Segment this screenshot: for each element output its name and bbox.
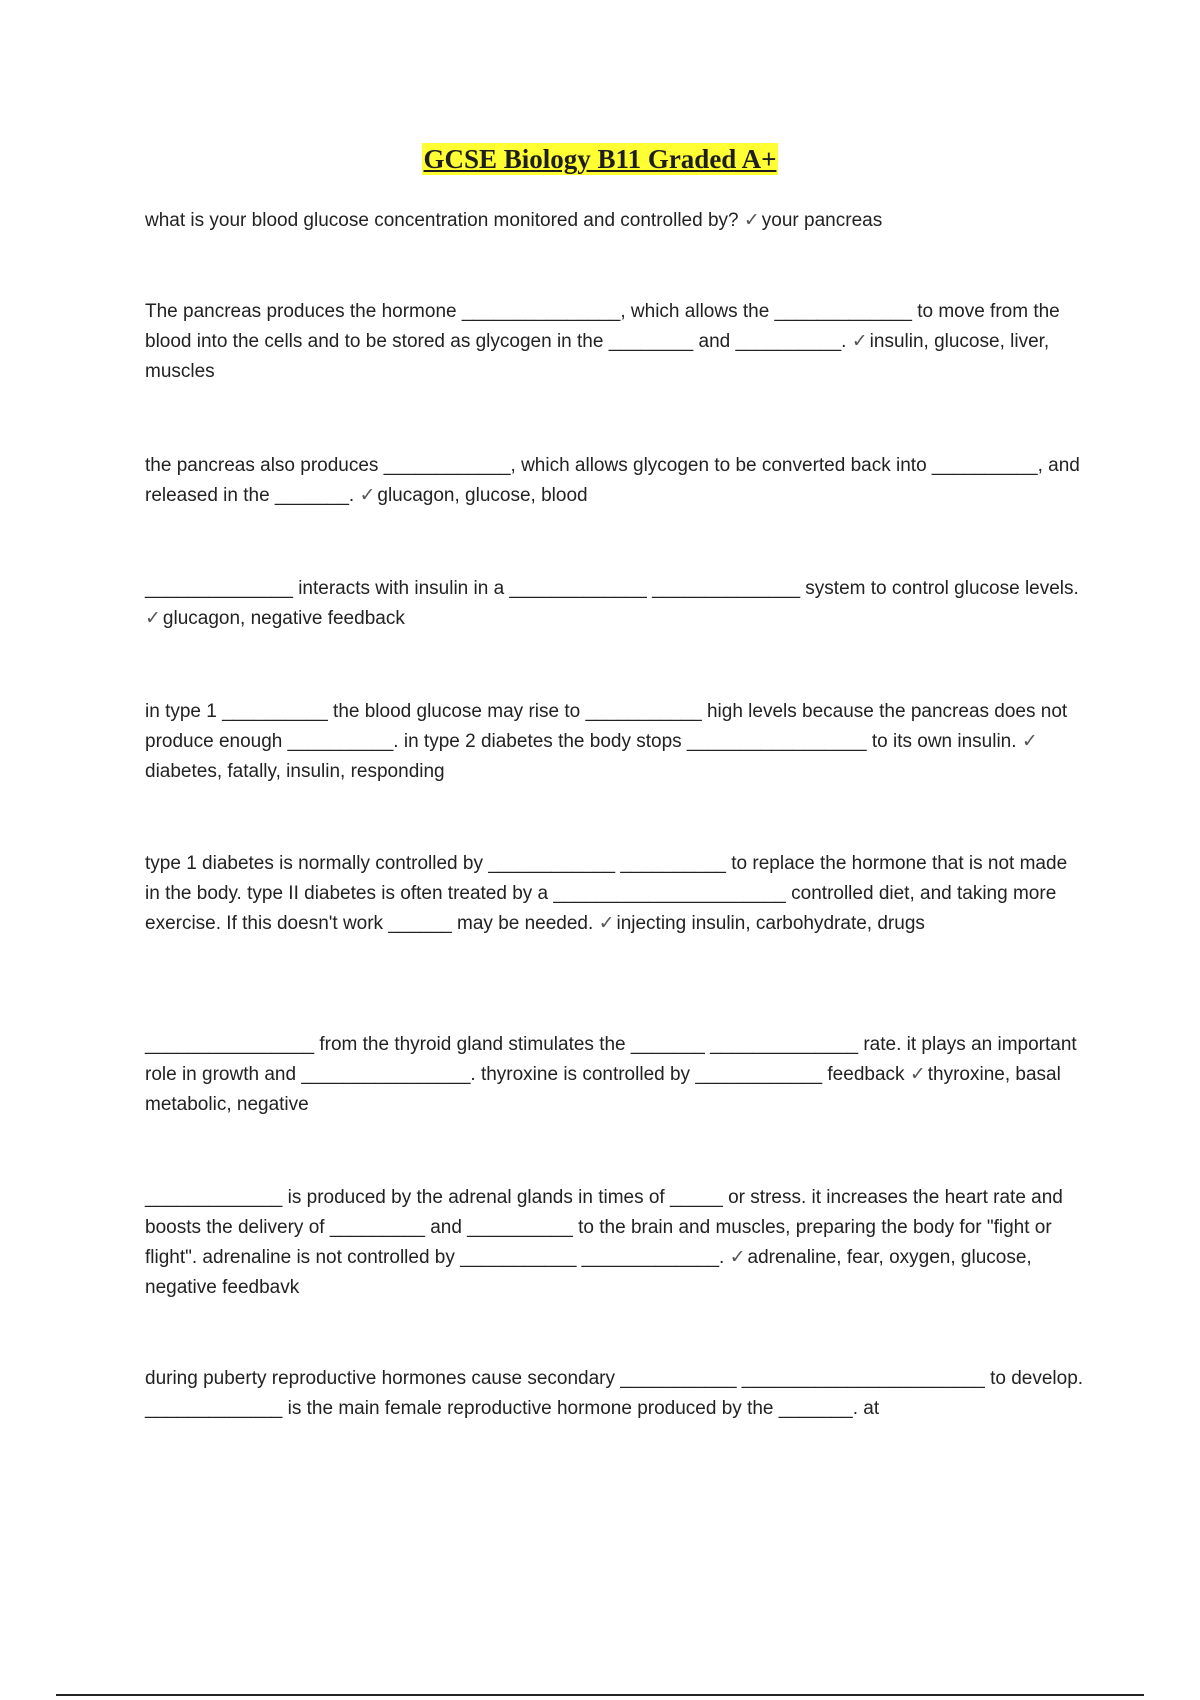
question-2 bbox=[145, 297, 1085, 387]
question-text: type 1 diabetes is normally controlled by ____________ __________ to replace the hormone that is not made in the body. type II diabetes is often treated by a ______________________ controlled diet, and taking more exercise. If this doesn't work ______ may be needed. bbox=[145, 853, 1068, 934]
answer-text: injecting insulin, carbohydrate, drugs bbox=[616, 913, 925, 934]
answer-text: diabetes, fatally, insulin, responding bbox=[145, 761, 445, 782]
question-text: the pancreas also produces ____________, which allows glycogen to be converted back into __________, and released in the _______. bbox=[145, 455, 1080, 506]
question-4 bbox=[145, 574, 1085, 634]
question-text: _____________ is produced by the adrenal glands in times of _____ or stress. it increases the heart rate and boosts the delivery of _________ and __________ to the brain and muscles, preparing the body for "fight or flight". adrenaline is not controlled by ___________ _____________. bbox=[145, 1187, 1063, 1268]
question-text: The pancreas produces the hormone _______________, which allows the _____________ to move from the blood into the cells and to be stored as glycogen in the ________ and __________. bbox=[145, 301, 1060, 352]
question-3 bbox=[145, 451, 1085, 511]
question-text: in type 1 __________ the blood glucose may rise to ___________ high levels because the pancreas does not produce enough __________. in type 2 diabetes the body stops _________________ to its own insulin. bbox=[145, 701, 1068, 752]
check-icon: ✓ bbox=[909, 1064, 926, 1085]
answer-text: thyroxine, basal metabolic, negative bbox=[145, 1064, 1061, 1115]
question-6 bbox=[145, 849, 1085, 939]
question-8 bbox=[145, 1183, 1085, 1303]
check-icon: ✓ bbox=[145, 608, 161, 629]
question-text: ______________ interacts with insulin in a _____________ ______________ system to control glucose levels. bbox=[145, 578, 1079, 599]
answer-text: your pancreas bbox=[761, 210, 883, 231]
question-7 bbox=[145, 1030, 1085, 1120]
question-text: during puberty reproductive hormones cause secondary ___________ _______________________ to develop. _____________ is the main female reproductive hormone produced by the _______. at bbox=[145, 1368, 1084, 1419]
title-wrap bbox=[0, 143, 1200, 175]
document-title: GCSE Biology B11 Graded A+ bbox=[423, 144, 777, 174]
check-icon: ✓ bbox=[598, 913, 615, 934]
check-icon: ✓ bbox=[359, 485, 376, 506]
question-5 bbox=[145, 697, 1085, 787]
question-1 bbox=[145, 206, 1085, 236]
answer-text: adrenaline, fear, oxygen, glucose, negative feedbavk bbox=[145, 1247, 1032, 1298]
check-icon: ✓ bbox=[1021, 731, 1038, 752]
answer-text: glucagon, glucose, blood bbox=[377, 485, 588, 506]
question-9 bbox=[145, 1364, 1085, 1424]
answer-text: insulin, glucose, liver, muscles bbox=[145, 331, 1050, 382]
question-text: what is your blood glucose concentration monitored and controlled by? bbox=[145, 210, 739, 231]
check-icon: ✓ bbox=[729, 1247, 746, 1268]
question-text: ________________ from the thyroid gland stimulates the _______ ______________ rate. it plays an important role in growth and ________________. thyroxine is controlled by ____________ feedback bbox=[145, 1034, 1077, 1085]
page-rule bbox=[56, 1694, 1144, 1696]
check-icon: ✓ bbox=[851, 331, 868, 352]
answer-text: glucagon, negative feedback bbox=[162, 608, 405, 629]
check-icon: ✓ bbox=[743, 210, 760, 231]
